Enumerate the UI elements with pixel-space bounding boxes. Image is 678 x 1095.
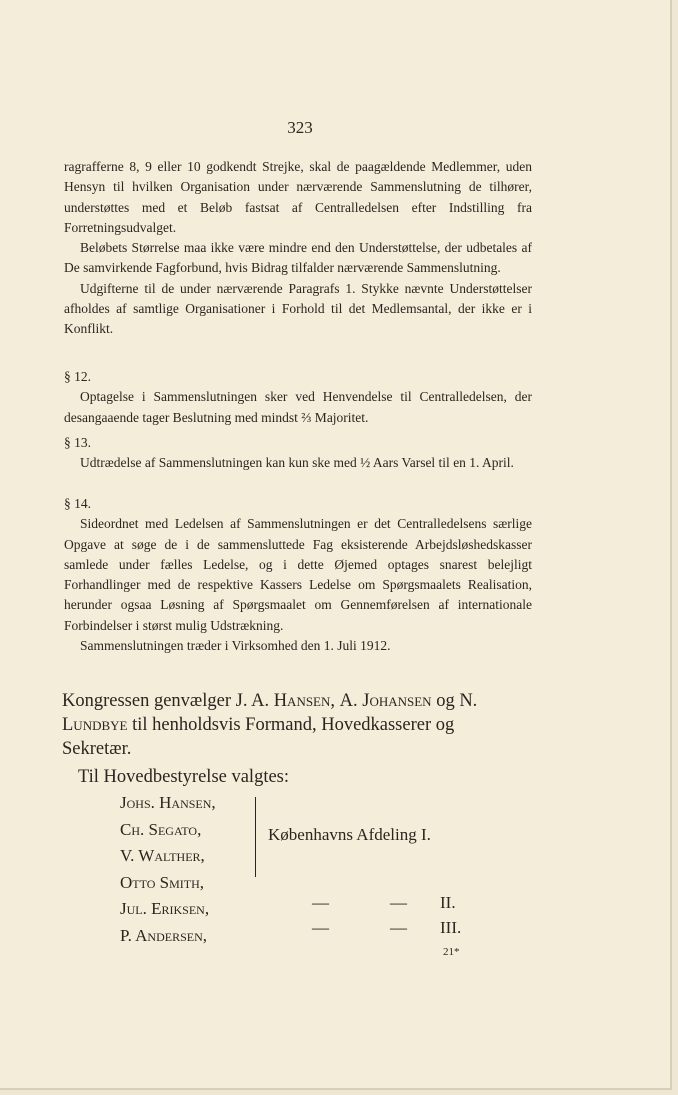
closing-paragraph: Sammenslutningen træder i Virksomhed den 1. Juli 1912. <box>80 638 391 654</box>
member-name: Jul. Eriksen, <box>120 899 210 918</box>
section-14-heading: § 14. <box>64 496 91 511</box>
section-13-text: Udtrædelse af Sammenslutningen kan kun ske med ½ Aars Varsel til en 1. April. <box>80 455 514 471</box>
section-13-heading: § 13. <box>64 435 91 450</box>
name-lundbye: N. Lundbye <box>62 691 478 735</box>
department-label: Københavns Afdeling I. <box>268 825 431 844</box>
dash-1: — <box>312 893 329 912</box>
paragraph-3: Udgifterne til de under nærværende Paragrafs 1. Stykke nævnte Understøttelser afholdes af samtlige Organisationer i Forhold til det Medlemsantal, der ikke er i Konflikt. <box>64 280 532 337</box>
paragraph-2: Beløbets Størrelse maa ikke være mindre end den Understøttelse, der udbetales af De samvirkende Fagforbund, hvis Bidrag tilfalder nærværende Sammenslutning. <box>64 240 532 276</box>
dash-2: — <box>390 893 407 912</box>
brace-line <box>255 797 260 877</box>
member-name: Otto Smith, <box>120 872 205 892</box>
dash-1: — <box>312 918 329 937</box>
department-number: III. <box>440 918 462 937</box>
section-12-text: Optagelse i Sammenslutningen sker ved Henvendelse til Centralledelsen, der desangaaende tager Beslutning med mindst ⅔ Majoritet. <box>64 389 532 425</box>
page-number: 323 <box>287 118 313 137</box>
name-hansen: J. A. Hansen <box>235 691 331 711</box>
body-text-top <box>64 157 532 340</box>
member-name: Johs. Hansen, <box>120 793 216 812</box>
board-intro: Til Hovedbestyrelse valgtes: <box>78 767 290 787</box>
board-members <box>120 790 216 949</box>
paragraph-1: ragrafferne 8, 9 eller 10 godkendt Strejke, skal de paagældende Medlemmer, uden Hensyn til hvilken Organisation under nærværende Sammenslutning de tilhører, understøttes med et Beløb fastsat af Centralledelsen efter Indstilling fra Forretningsudvalget. <box>64 159 532 235</box>
member-name: P. Andersen, <box>120 925 207 945</box>
section-14-text: Sideordnet med Ledelsen af Sammenslutningen er det Centralledelsens særlige Opgave at søge de i de sammensluttede Fag eksisterende Arbejdsløshedskasser samlede under fælles Ledelse, og i dette Øjemed optages snarest belejligt Forhandlinger med de respektive Kassers Ledelse om Spørgsmaalets Realisation, herunder ogsaa Løsning af Spørgsmaalet om Gennemførelsen af internationale Forbindelser i størst mulig Udstrækning. <box>64 516 532 633</box>
member-name: Ch. Segato, <box>120 819 202 839</box>
signature-mark: 21* <box>443 946 460 958</box>
section-12 <box>64 367 532 428</box>
section-12-heading: § 12. <box>64 369 91 384</box>
name-johansen: A. Johansen <box>339 691 432 711</box>
section-13 <box>64 433 532 474</box>
member-name: V. Walther, <box>120 846 205 865</box>
dash-2: — <box>390 918 407 937</box>
department-number: II. <box>440 893 456 912</box>
congress-resolution <box>62 689 528 789</box>
congress-text: Kongressen genvælger J. A. Hansen, A. Johansen og N. Lundbye til henholdsvis Formand, Hovedkasserer og Sekretær. <box>62 691 478 759</box>
section-14 <box>64 494 532 656</box>
